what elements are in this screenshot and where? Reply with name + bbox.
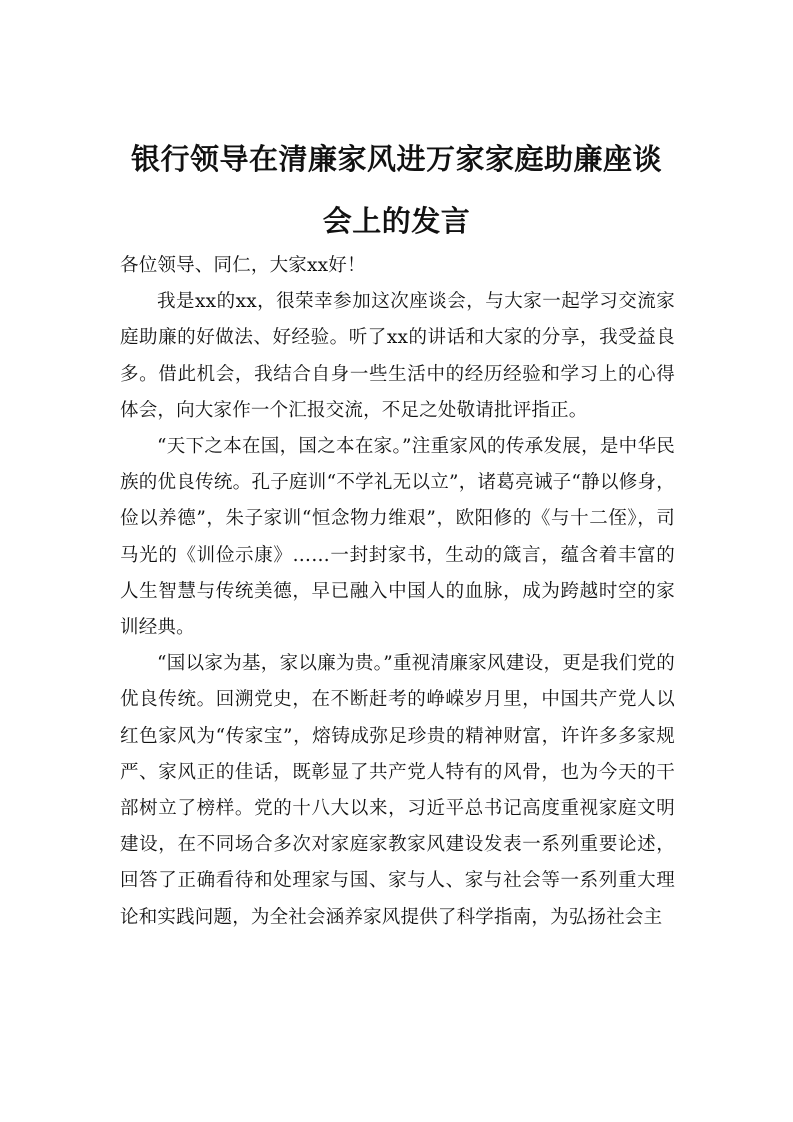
greeting: 各位领导、同仁，大家xx好！ [120, 255, 366, 276]
document-title [100, 128, 693, 252]
paragraph-1: 我是xx的xx，很荣幸参加这次座谈会，与大家一起学习交流家庭助廉的好做法、好经验。听了xx的讲话和大家的分享，我受益良多。借此机会，我结合自身一些生活中的经历经验和学习上的心得体会，向大家作一个汇报交流，不足之处敬请批评指正。 [120, 291, 675, 421]
paragraph-3: “国以家为基，家以廉为贵。”重视清廉家风建设，更是我们党的优良传统。回溯党史，在不断赶考的峥嵘岁月里，中国共产党人以红色家风为“传家宝”，熔铸成弥足珍贵的精神财富，许许多多家规严、家风正的佳话，既彰显了共产党人特有的风骨，也为今天的干部树立了榜样。党的十八大以来，习近平总书记高度重视家庭文明建设，在不同场合多次对家庭家教家风建设发表一系列重要论述，回答了正确看待和处理家与国、家与人、家与社会等一系列重大理论和实践问题，为全社会涵养家风提供了科学指南，为弘扬社会主 [120, 653, 675, 928]
document-body [120, 248, 675, 936]
title-line-1: 银行领导在清廉家风进万家家庭助廉座谈 [130, 142, 662, 176]
paragraph-2: “天下之本在国，国之本在家。”注重家风的传承发展，是中华民族的优良传统。孔子庭训“不学礼无以立”，诸葛亮诫子“静以修身，俭以养德”，朱子家训“恒念物力维艰”，欧阳修的《与十二侄》，司马光的《训俭示康》……一封封家书，生动的箴言，蕴含着丰富的人生智慧与传统美德，早已融入中国人的血脉，成为跨越时空的家训经典。 [120, 436, 675, 639]
title-line-2: 会上的发言 [322, 204, 471, 238]
